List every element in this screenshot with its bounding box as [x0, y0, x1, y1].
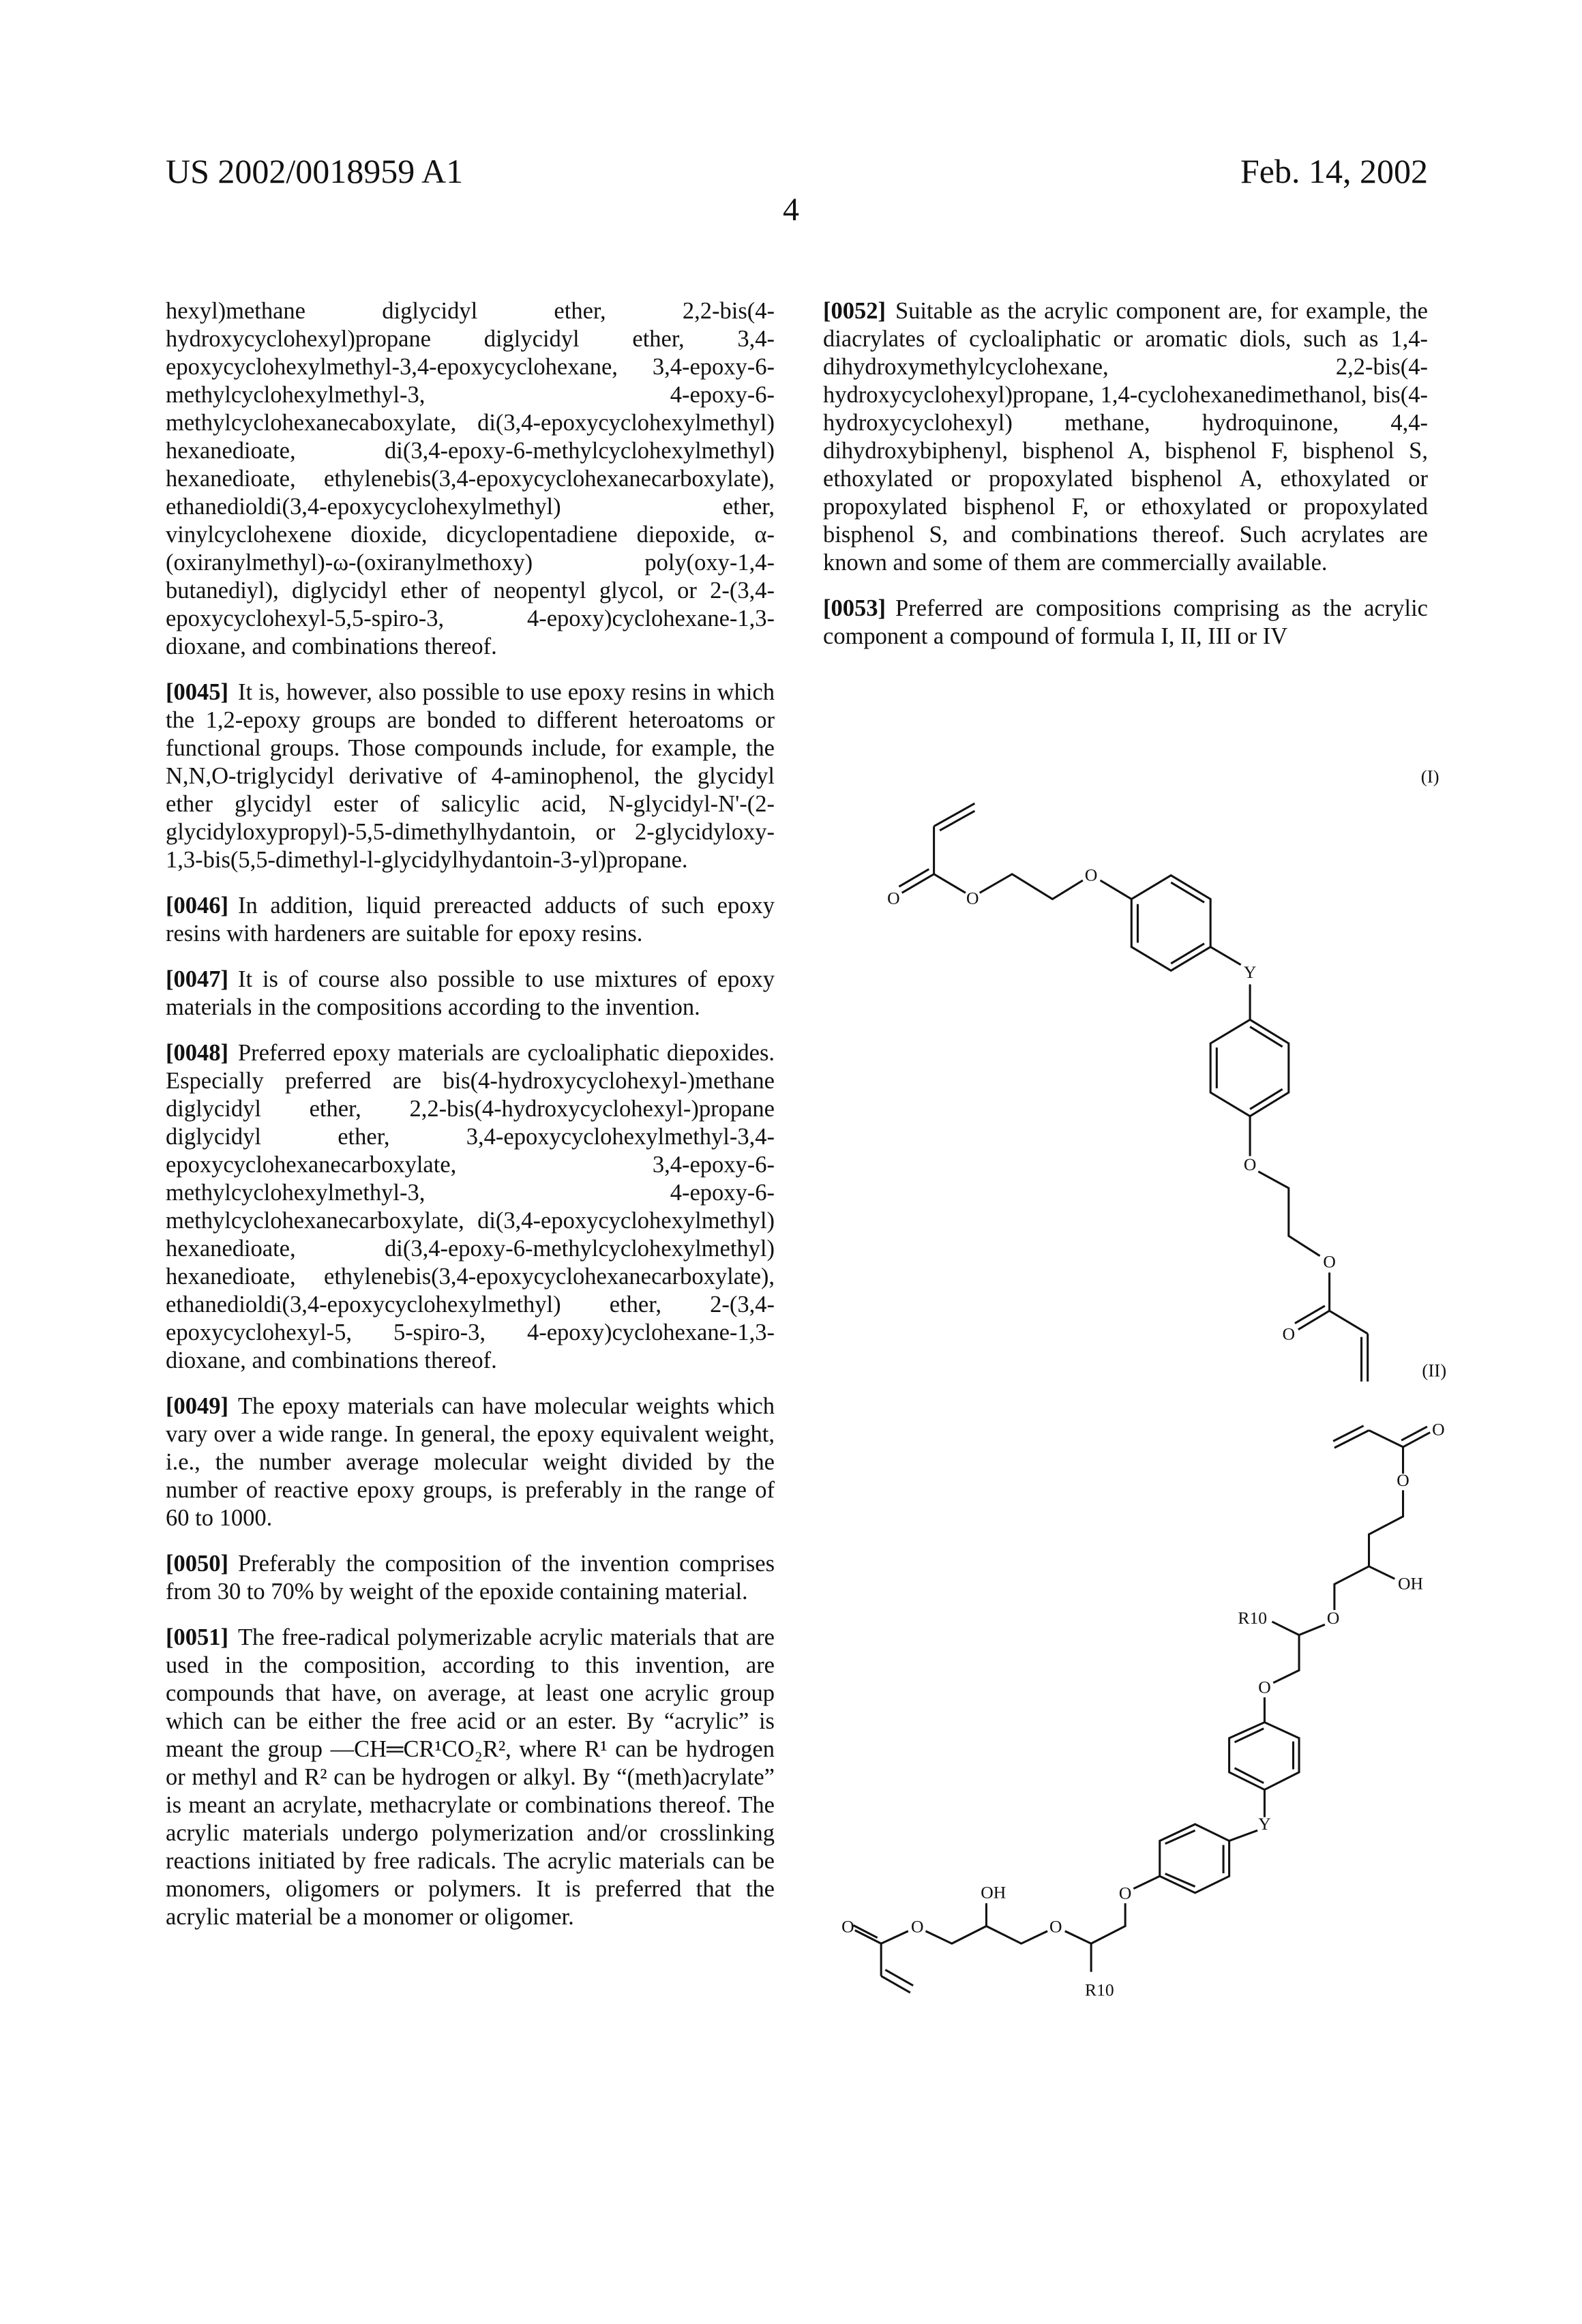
atom-label: O	[1283, 1324, 1296, 1344]
patent-page	[0, 0, 1582, 2324]
atom-label: O	[1085, 865, 1098, 884]
atom-label: Y	[1258, 1814, 1270, 1834]
atom-label: O	[1258, 1678, 1270, 1697]
paragraph-number: [0048]	[166, 1040, 228, 1066]
paragraph-number: [0052]	[823, 298, 886, 324]
paragraph-text: hexyl)methane diglycidyl ether, 2,2-bis(4-hydroxycyclohexyl)propane diglycidyl ether, 3,4-epoxycyclohexylmethyl-3,4-epoxycyclohexane, 3,4-epoxy-6-methylcyclohexylmethyl-3, 4-epoxy-6-methylcyclohexanecaboxylate, di(3,4-epoxycyclohexylmethyl) hexanedioate, di(3,4-epoxy-6-methylcyclohexylmethyl) hexanedioate, ethylenebis(3,4-epoxycyclohexanecarboxylate), ethanedioldi(3,4-epoxycyclohexylmethyl) ether, vinylcyclohexene dioxide, dicyclopentadiene diepoxide, α-(oxiranylmethyl)-ω-(oxiranylmethoxy) poly(oxy-1,4-butanediyl), diglycidyl ether of neopentyl glycol, or 2-(3,4-epoxycyclohexyl-5,5-spiro-3, 4-epoxy)cyclohexane-1,3-dioxane, and combinations thereof.	[166, 298, 775, 659]
paragraph-number: [0051]	[166, 1624, 228, 1650]
paragraph-text: Preferred are compositions comprising as the acrylic component a compound of formula I, II, III or IV	[823, 595, 1428, 649]
atom-labels	[887, 865, 1336, 1343]
paragraph-text: Preferably the composition of the invention comprises from 30 to 70% by weight of the epoxide containing material.	[166, 1551, 775, 1605]
paragraph-0053	[823, 595, 1428, 651]
paragraph-0046	[166, 892, 775, 948]
atom-label: O	[1327, 1608, 1339, 1628]
paragraph-text: In addition, liquid prereacted adducts of such epoxy resins with hardeners are suitable for epoxy resins.	[166, 893, 775, 947]
publication-date: Feb. 14, 2002	[1240, 151, 1428, 191]
atom-labels	[841, 1420, 1445, 2000]
paragraph-text: Suitable as the acrylic component are, for example, the diacrylates of cycloaliphatic or aromatic diols, such as 1,4-dihydroxymethylcyclohexane, 2,2-bis(4-hydroxycyclohexyl)propane, 1,4-cyclohexanedimethanol, bis(4-hydroxycyclohexyl) methane, hydroquinone, 4,4-dihydroxybiphenyl, bisphenol A, bisphenol F, bisphenol S, ethoxylated or propoxylated bisphenol A, ethoxylated or propoxylated bisphenol F, or ethoxylated or propoxylated bisphenol S, and combinations thereof. Such acrylates are known and some of them are commercially available.	[823, 298, 1428, 576]
paragraph-text: Preferred epoxy materials are cycloaliphatic diepoxides. Especially preferred are bis(4-hydroxycyclohexyl-)methane diglycidyl ether, 2,2-bis(4-hydroxycyclohexyl-)propane diglycidyl ether, 3,4-epoxycyclohexylmethyl-3,4-epoxycyclohexanecarboxylate, 3,4-epoxy-6-methylcyclohexylmethyl-3, 4-epoxy-6-methylcyclohexanecarboxylate, di(3,4-epoxycyclohexylmethyl) hexanedioate, di(3,4-epoxy-6-methylcyclohexylmethyl) hexanedioate, ethylenebis(3,4-epoxycyclohexanecarboxylate), ethanedioldi(3,4-epoxycyclohexylmethyl) ether, 2-(3,4-epoxycyclohexyl-5, 5-spiro-3, 4-epoxy)cyclohexane-1,3-dioxane, and combinations thereof.	[166, 1040, 775, 1373]
atom-label: O	[966, 889, 979, 908]
paragraph-0045	[166, 679, 775, 874]
paragraph-number: [0049]	[166, 1393, 228, 1419]
r10-label: R10	[1238, 1608, 1267, 1628]
atom-label: O	[887, 889, 900, 908]
atom-label: O	[1244, 1154, 1257, 1174]
paragraph-text: It is, however, also possible to use epoxy resins in which the 1,2-epoxy groups are bonded to different heteroatoms or functional groups. Those compounds include, for example, the N,N,O-triglycidyl derivative of 4-aminophenol, the glycidyl ether glycidyl ester of salicylic acid, N-glycidyl-N'-(2-glycidyloxypropyl)-5,5-dimethylhydantoin, or 2-glycidyloxy-1,3-bis(5,5-dimethyl-l-glycidylhydantoin-3-yl)propane.	[166, 679, 775, 873]
paragraph-text: The free-radical polymerizable acrylic materials that are used in the composition, according to this invention, are compounds that have, on average, at least one acrylic group which can be either the free acid or an ester. By “acrylic” is meant the group —CH═CR¹CO₂R², where R¹ can be hydrogen or methyl and R² can be hydrogen or alkyl. By “(meth)acrylate” is meant an acrylate, methacrylate or combinations thereof. The acrylic materials undergo polymerization and/or crosslinking reactions initiated by free radicals. The acrylic materials can be monomers, oligomers or polymers. It is preferred that the acrylic material be a monomer or oligomer.	[166, 1624, 775, 1930]
atom-label: O	[1432, 1420, 1445, 1440]
formula-1-label: (I)	[1421, 766, 1439, 787]
left-column	[166, 297, 775, 1949]
right-column	[823, 297, 1428, 668]
hydroxyl-label: OH	[981, 1882, 1006, 1902]
atom-label: O	[911, 1916, 923, 1936]
atom-label: O	[1397, 1470, 1409, 1490]
atom-label: Y	[1244, 962, 1257, 982]
formula-2-structure	[841, 1360, 1446, 1999]
paragraph-number: [0046]	[166, 893, 228, 919]
publication-number: US 2002/0018959 A1	[166, 151, 463, 191]
atom-label: O	[841, 1916, 854, 1936]
paragraph-0050	[166, 1550, 775, 1606]
paragraph-0047	[166, 966, 775, 1022]
paragraph-number: [0050]	[166, 1551, 228, 1577]
paragraph-0049	[166, 1392, 775, 1532]
atom-label: O	[1049, 1916, 1062, 1936]
paragraph-0048	[166, 1039, 775, 1375]
paragraph-text: The epoxy materials can have molecular weights which vary over a wide range. In general, the epoxy equivalent weight, i.e., the number average molecular weight divided by the number of reactive epoxy groups, is preferably in the range of 60 to 1000.	[166, 1393, 775, 1531]
page-number: 4	[783, 191, 799, 228]
atom-label: O	[1323, 1252, 1336, 1272]
hydroxyl-label: OH	[1398, 1573, 1423, 1593]
formula-1-structure	[887, 766, 1439, 1382]
paragraph-number: [0045]	[166, 679, 228, 705]
paragraph-number: [0047]	[166, 966, 228, 992]
r10-label: R10	[1085, 1980, 1114, 2000]
atom-label: O	[1119, 1883, 1132, 1903]
paragraph-number: [0053]	[823, 595, 886, 621]
paragraph-text: It is of course also possible to use mixtures of epoxy materials in the compositions according to the invention.	[166, 966, 775, 1020]
paragraph-0052	[823, 297, 1428, 577]
paragraph-0044-cont	[166, 297, 775, 661]
paragraph-0051	[166, 1624, 775, 1931]
formula-2-label: (II)	[1422, 1360, 1446, 1380]
